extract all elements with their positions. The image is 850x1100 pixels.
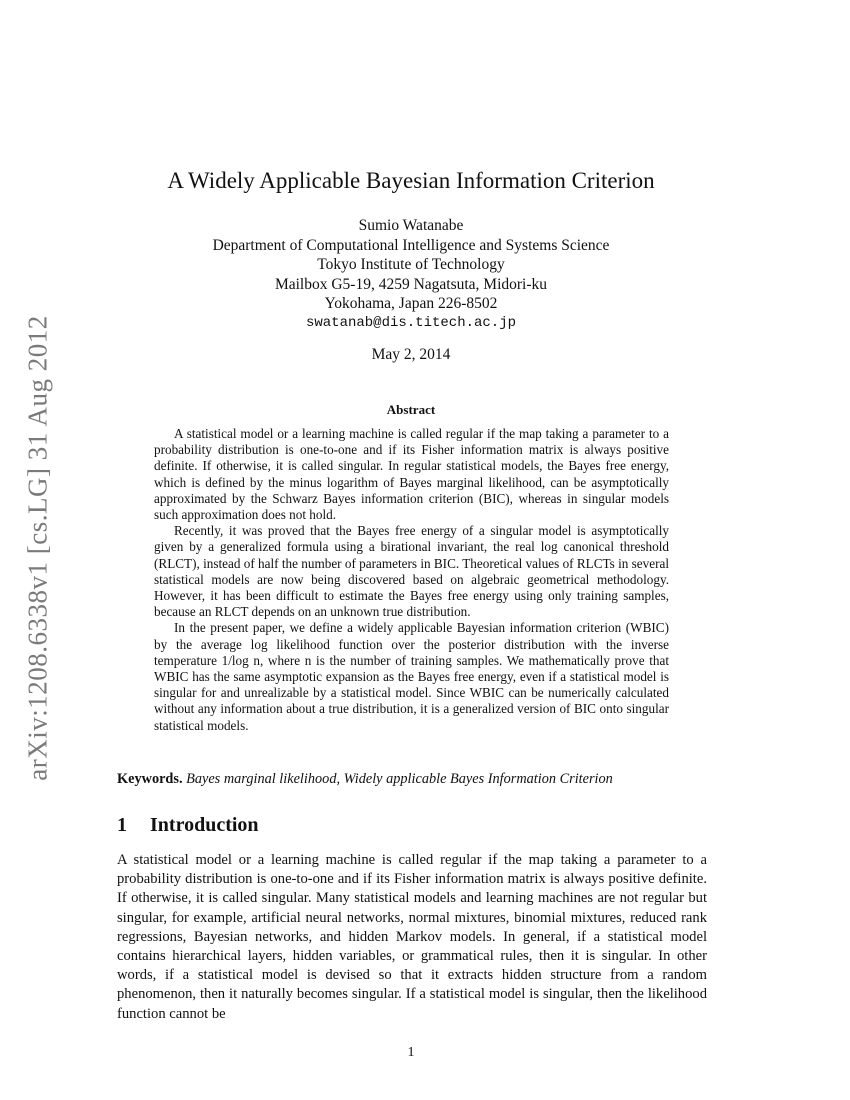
page-number: 1: [407, 1045, 415, 1060]
abstract-heading: Abstract: [386, 402, 436, 417]
author-address-line2: Yokohama, Japan 226-8502: [324, 295, 498, 312]
author-institution: Tokyo Institute of Technology: [317, 256, 505, 273]
section-body: [117, 851, 707, 1024]
arxiv-identifier-stamp: arXiv:1208.6338v1 [cs.LG] 31 Aug 2012: [22, 315, 53, 781]
abstract-paragraph: Recently, it was proved that the Bayes free energy of a singular model is asymptotically given by a generalized formula using a birational invariant, the real log canonical threshold (RLCT), instead of half the number of parameters in BIC. Theoretical values of RLCTs in several statistical models are now being discovered based on algebraic geometrical methodology. However, it has been difficult to estimate the Bayes free energy using only training samples, because an RLCT depends on an unknown true distribution.: [154, 523, 669, 620]
paper-title: A Widely Applicable Bayesian Information Criterion: [167, 168, 655, 193]
abstract-paragraph: A statistical model or a learning machine is called regular if the map taking a parameter to a probability distribution is one-to-one and if its Fisher information matrix is always positive definite. If otherwise, it is called singular. In regular statistical models, the Bayes free energy, which is defined by the minus logarithm of Bayes marginal likelihood, can be asymptotically approximated by the Schwarz Bayes information criterion (BIC), whereas in singular models such approximation does not hold.: [154, 426, 669, 523]
abstract-paragraph: In the present paper, we define a widely applicable Bayesian information criterion (WBIC) by the average log likelihood function over the posterior distribution with the inverse temperature 1/log n, where n is the number of training samples. We mathematically prove that WBIC has the same asymptotic expansion as the Bayes free energy, even if a statistical model is singular for and unrealizable by a statistical model. Since WBIC can be numerically calculated without any information about a true distribution, it is a generalized version of BIC onto singular statistical models.: [154, 620, 669, 733]
author-name: Sumio Watanabe: [358, 217, 464, 234]
keywords-line: [117, 771, 717, 788]
section-title: Introduction: [150, 814, 259, 836]
body-paragraph: A statistical model or a learning machine is called regular if the map taking a parameter to a probability distribution is one-to-one and if its Fisher information matrix is always positive definite. If otherwise, it is called singular. Many statistical models and learning machines are not regular but singular, for example, artificial neural networks, normal mixtures, binomial mixtures, reduced rank regressions, Bayesian networks, and hidden Markov models. In general, if a statistical model contains hierarchical layers, hidden variables, or grammatical rules, then it is singular. In other words, if a statistical model is devised so that it extracts hidden structure from a random phenomenon, then it naturally becomes singular. If a statistical model is singular, then the likelihood function cannot be: [117, 852, 707, 1022]
paper-date: May 2, 2014: [371, 346, 451, 363]
author-address-line1: Mailbox G5-19, 4259 Nagatsuta, Midori-ku: [274, 275, 548, 293]
keywords-label: Keywords.: [117, 771, 183, 787]
author-department: Department of Computational Intelligence and Systems Science: [212, 236, 610, 254]
keywords-text: Bayes marginal likelihood, Widely applicable Bayes Information Criterion: [186, 771, 613, 787]
abstract-body: [154, 426, 669, 734]
section-number: 1: [117, 814, 127, 836]
author-email: swatanab@dis.titech.ac.jp: [305, 314, 517, 331]
section-heading: [117, 814, 259, 837]
author-block: [0, 216, 822, 333]
